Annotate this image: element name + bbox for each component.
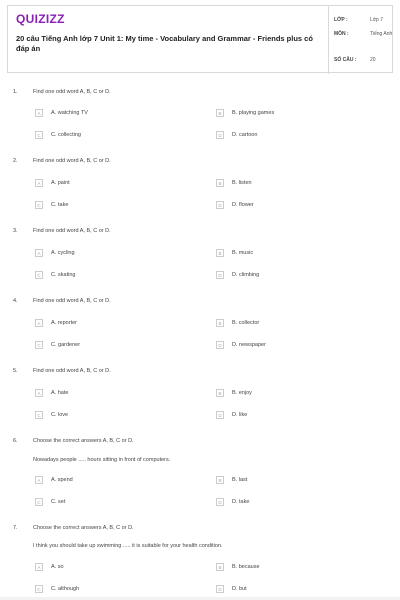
worksheet-title: 20 câu Tiếng Anh lớp 7 Unit 1: My time - Vocabulary and Grammar - Friends plus có đáp án	[16, 34, 313, 53]
option-letter-box: C	[35, 201, 43, 209]
option-letter-box: A	[35, 179, 43, 187]
option-letter-box: C	[35, 585, 43, 593]
option-letter-box: B	[216, 563, 224, 571]
option-text: A. cycling	[51, 250, 75, 256]
option-letter-box: D	[216, 585, 224, 593]
option-letter-box: D	[216, 341, 224, 349]
worksheet-header	[7, 5, 393, 73]
option-text: D. climbing	[232, 272, 260, 278]
option-letter-box: B	[216, 179, 224, 187]
option-text: B. playing games	[232, 110, 275, 116]
question-text: Choose the correct answers A, B, C or D.	[33, 438, 134, 444]
option-letter-box: C	[35, 271, 43, 279]
option-letter-box: D	[216, 201, 224, 209]
option-text: D. newspaper	[232, 342, 266, 348]
option-letter-box: B	[216, 249, 224, 257]
meta-label: MÔN :	[334, 31, 349, 37]
option-text: B. collector	[232, 320, 260, 326]
option-text: B. enjoy	[232, 390, 252, 396]
option-letter-box: A	[35, 476, 43, 484]
option-letter-box: A	[35, 389, 43, 397]
option-text: A. paint	[51, 180, 70, 186]
option-text: A. reporter	[51, 320, 77, 326]
option-letter-box: D	[216, 271, 224, 279]
meta-label: SỐ CÂU :	[334, 57, 357, 63]
option-text: D. take	[232, 499, 250, 505]
option-letter-box: B	[216, 389, 224, 397]
option-text: A. watching TV	[51, 110, 88, 116]
option-letter-box: A	[35, 563, 43, 571]
question-prompt: Nowadays people ..... hours sitting in front of computers.	[33, 457, 171, 463]
option-letter-box: A	[35, 249, 43, 257]
option-text: D. cartoon	[232, 132, 258, 138]
meta-value: Tiếng Anh	[370, 31, 393, 37]
option-letter-box: C	[35, 411, 43, 419]
question-number: 1.	[13, 89, 18, 95]
question-text: Choose the correct answers A, B, C or D.	[33, 525, 134, 531]
question-text: Find one odd word A, B, C or D.	[33, 228, 111, 234]
question-number: 5.	[13, 368, 18, 374]
option-text: D. flower	[232, 202, 254, 208]
question-text: Find one odd word A, B, C or D.	[33, 298, 111, 304]
quizizz-logo: QUIZIZZ	[16, 12, 65, 26]
question-number: 7.	[13, 525, 18, 531]
option-text: C. skating	[51, 272, 76, 278]
option-letter-box: D	[216, 131, 224, 139]
question-text: Find one odd word A, B, C or D.	[33, 368, 111, 374]
option-letter-box: B	[216, 109, 224, 117]
question-text: Find one odd word A, B, C or D.	[33, 89, 111, 95]
meta-value: 20	[370, 57, 376, 63]
option-text: C. gardener	[51, 342, 81, 348]
question-number: 6.	[13, 438, 18, 444]
question-number: 2.	[13, 158, 18, 164]
question-number: 4.	[13, 298, 18, 304]
option-text: A. so	[51, 564, 64, 570]
option-text: D. but	[232, 586, 247, 592]
option-text: B. music	[232, 250, 254, 256]
option-text: C. love	[51, 412, 69, 418]
option-text: C. although	[51, 586, 80, 592]
question-number: 3.	[13, 228, 18, 234]
meta-value: Lớp 7	[370, 17, 384, 23]
option-letter-box: D	[216, 411, 224, 419]
option-text: C. collecting	[51, 132, 81, 138]
question-text: Find one odd word A, B, C or D.	[33, 158, 111, 164]
option-text: B. because	[232, 564, 260, 570]
option-text: B. last	[232, 477, 248, 483]
option-letter-box: D	[216, 498, 224, 506]
meta-panel	[328, 6, 394, 74]
option-text: A. spend	[51, 477, 73, 483]
option-text: C. take	[51, 202, 69, 208]
option-text: A. hate	[51, 390, 69, 396]
option-letter-box: C	[35, 341, 43, 349]
option-text: B. listen	[232, 180, 252, 186]
option-letter-box: B	[216, 476, 224, 484]
option-letter-box: C	[35, 131, 43, 139]
option-text: C. set	[51, 499, 66, 505]
option-text: D. like	[232, 412, 248, 418]
option-letter-box: B	[216, 319, 224, 327]
option-letter-box: C	[35, 498, 43, 506]
option-letter-box: A	[35, 319, 43, 327]
meta-label: LỚP :	[334, 17, 348, 23]
question-prompt: I think you should take up swimming ..... it is suitable for your health condition.	[33, 543, 223, 549]
option-letter-box: A	[35, 109, 43, 117]
